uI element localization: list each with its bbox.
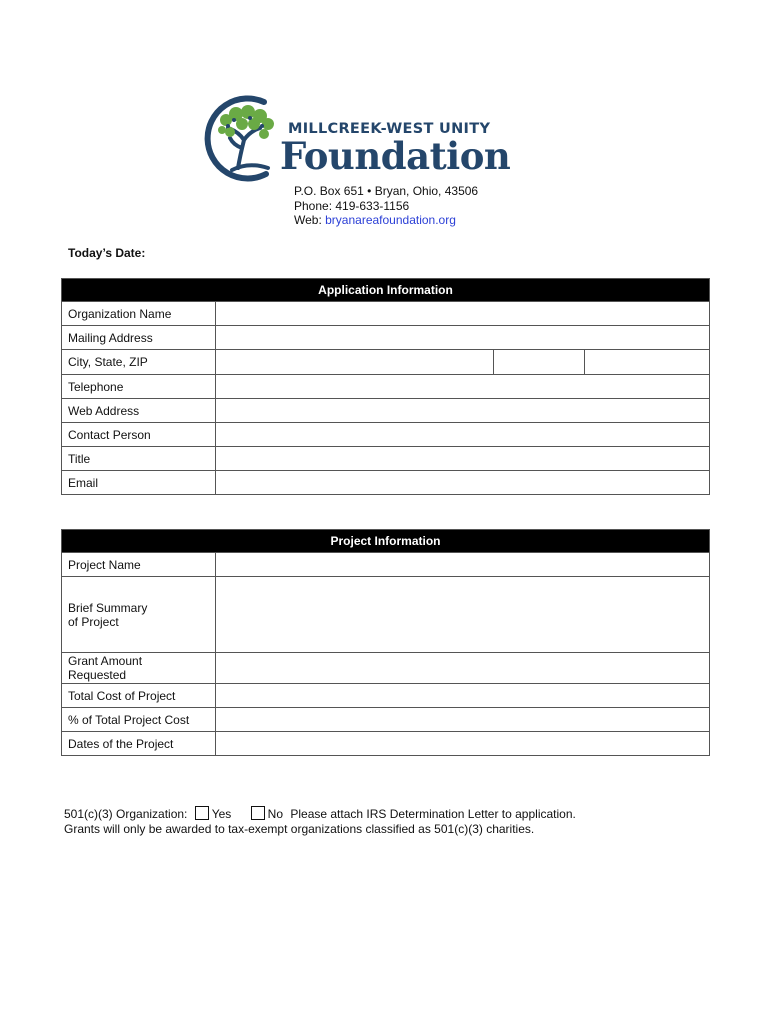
project-information-table — [61, 529, 710, 756]
percent-total-cost-input[interactable] — [216, 708, 710, 732]
postal-address: P.O. Box 651 • Bryan, Ohio, 43506 — [294, 184, 479, 198]
website-link[interactable]: bryanareafoundation.org — [325, 213, 456, 227]
city-input[interactable] — [216, 350, 493, 374]
tax-status-section — [64, 806, 576, 836]
foundation-logo — [204, 94, 514, 182]
contact-person-input[interactable] — [216, 423, 710, 447]
project-summary-input[interactable] — [216, 577, 710, 653]
no-label: No — [267, 807, 283, 821]
contact-block — [294, 184, 478, 228]
todays-date-label: Today’s Date: — [68, 246, 146, 260]
zip-input[interactable] — [584, 350, 709, 374]
grant-amount-input[interactable] — [216, 653, 710, 684]
grants-note: Grants will only be awarded to tax-exempt organizations classified as 501(c)(3) charities. — [64, 821, 535, 836]
tax-status-line — [64, 806, 576, 822]
email-input[interactable] — [216, 471, 710, 495]
telephone-input[interactable] — [216, 375, 710, 399]
field-label: Email — [62, 471, 216, 495]
project-dates-input[interactable] — [216, 732, 710, 756]
application-section-title: Application Information — [62, 279, 710, 302]
city-state-zip-row — [216, 350, 710, 375]
project-section-title: Project Information — [62, 530, 710, 553]
field-label: Organization Name — [62, 302, 216, 326]
mailing-address-input[interactable] — [216, 326, 710, 350]
project-name-input[interactable] — [216, 553, 710, 577]
field-label — [62, 577, 216, 653]
web-address-input[interactable] — [216, 399, 710, 423]
field-label: Title — [62, 447, 216, 471]
field-label: Contact Person — [62, 423, 216, 447]
no-checkbox[interactable] — [251, 806, 265, 820]
yes-label: Yes — [211, 807, 232, 821]
organization-name-input[interactable] — [216, 302, 710, 326]
field-label: % of Total Project Cost — [62, 708, 216, 732]
field-label — [62, 653, 216, 684]
field-label: Project Name — [62, 553, 216, 577]
total-cost-input[interactable] — [216, 684, 710, 708]
phone-number: Phone: 419-633-1156 — [294, 198, 410, 213]
field-label: Web Address — [62, 399, 216, 423]
summary-label-text: Brief Summary of Project — [68, 600, 148, 629]
org-status-label: 501(c)(3) Organization: — [64, 807, 188, 821]
yes-checkbox[interactable] — [195, 806, 209, 820]
logo-wordmark: Foundation — [280, 134, 511, 178]
field-label: Mailing Address — [62, 326, 216, 350]
web-line — [294, 213, 478, 228]
logo-title: MILLCREEK-WEST UNITY — [288, 121, 491, 137]
field-label: City, State, ZIP — [62, 350, 216, 375]
attach-note: Please attach IRS Determination Letter to application. — [290, 807, 576, 821]
state-input[interactable] — [493, 350, 584, 374]
grant-label-text: Grant Amount Requested — [68, 654, 143, 682]
field-label: Total Cost of Project — [62, 684, 216, 708]
title-input[interactable] — [216, 447, 710, 471]
web-label: Web: — [294, 213, 326, 227]
application-information-table — [61, 278, 710, 495]
field-label: Dates of the Project — [62, 732, 216, 756]
field-label: Telephone — [62, 375, 216, 399]
